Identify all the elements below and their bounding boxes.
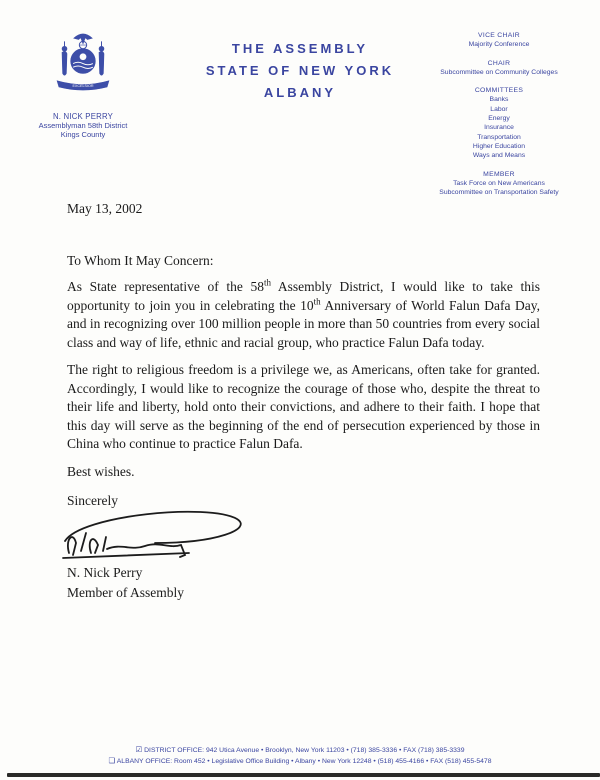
- committee-assignments: [404, 31, 594, 206]
- ordinal-superscript: th: [313, 296, 321, 306]
- official-name: N. NICK PERRY: [52, 112, 114, 121]
- signer-title: Member of Assembly: [67, 584, 184, 600]
- albany-office-line: [0, 756, 600, 767]
- checked-box-icon: ☑: [135, 745, 143, 754]
- ny-state-seal: [46, 26, 120, 106]
- paragraph-2: The right to religious freedom is a privilege we, as Americans, often take for granted. Accordingly, I would like to recognize the courage of those who, despite the threat to their life and liberty, hold onto their convictions, and adhere to their faith. I hope that this day will serve as the beginning of the end of persecution experienced by those in China who continue to practice Falun Dafa.: [67, 362, 540, 451]
- position-item: Ways and Means: [472, 152, 526, 160]
- position-item: Task Force on New Americans: [453, 179, 545, 187]
- position-item: Subcommittee on Transportation Safety: [439, 189, 559, 197]
- district-office-line: [0, 745, 600, 756]
- position-group-vice-chair: [404, 31, 594, 50]
- office-footer: [0, 745, 600, 766]
- signer-name: N. Nick Perry: [67, 564, 143, 580]
- handwritten-signature: [59, 507, 259, 559]
- masthead-line-2: STATE OF NEW YORK: [205, 63, 395, 78]
- position-role: COMMITTEES: [474, 87, 524, 95]
- masthead-line-3: ALBANY: [263, 85, 337, 100]
- official-county: Kings County: [60, 130, 106, 139]
- position-item: Energy: [488, 115, 510, 123]
- ordinal-superscript: th: [264, 277, 272, 288]
- letter-body: [67, 200, 540, 603]
- paragraph-1-text: Assembly District, I would like to take this opportunity to join you in celebrating the 10: [67, 279, 540, 313]
- seal-motto: EXCELSIOR: [72, 83, 94, 88]
- position-item: Transportation: [477, 133, 521, 141]
- position-group-committees: [404, 86, 594, 160]
- unchecked-box-icon: ❏: [108, 755, 116, 765]
- ny-coat-of-arms-icon: [46, 26, 120, 106]
- position-role: CHAIR: [487, 59, 511, 67]
- paragraph-1-text: Anniversary of World Falun Dafa Day, and in recognizing over 100 million people in more than 50 countries from every social class and way of life, ethnic and racial group, who practice Falun Dafa today.: [67, 297, 540, 350]
- salutation: To Whom It May Concern:: [67, 252, 214, 268]
- closing-line: Best wishes.: [67, 463, 135, 479]
- district-office-text: DISTRICT OFFICE: 942 Utica Avenue • Brooklyn, New York 11203 • (718) 385-3336 • FAX (718) 385-3339: [144, 747, 465, 754]
- position-group-chair: [404, 59, 594, 78]
- position-group-member: [404, 170, 594, 198]
- position-item: Banks: [489, 96, 509, 104]
- paragraph-1: [67, 278, 540, 352]
- albany-office-text: ALBANY OFFICE: Room 452 • Legislative Office Building • Albany • New York 12248 • (518) 455-4166 • FAX (518) 455-5478: [116, 757, 492, 765]
- scan-edge-artifact: [7, 773, 600, 777]
- signoff-line: Sincerely: [67, 493, 118, 508]
- position-item: Majority Conference: [468, 41, 530, 49]
- signature-icon: [59, 507, 259, 559]
- position-role: VICE CHAIR: [478, 32, 520, 39]
- masthead-line-1: THE ASSEMBLY: [231, 41, 369, 56]
- letter-date: May 13, 2002: [67, 201, 143, 216]
- assembly-masthead: [206, 38, 394, 104]
- position-item: Labor: [490, 105, 508, 113]
- official-title: Assemblyman 58th District: [38, 121, 128, 130]
- official-identity: [18, 112, 148, 139]
- paragraph-1-text: As State representative of the 58: [67, 279, 264, 294]
- position-role: MEMBER: [483, 170, 515, 178]
- position-item: Insurance: [484, 124, 514, 132]
- position-item: Higher Education: [472, 142, 526, 150]
- position-item: Subcommittee on Community Colleges: [440, 68, 558, 76]
